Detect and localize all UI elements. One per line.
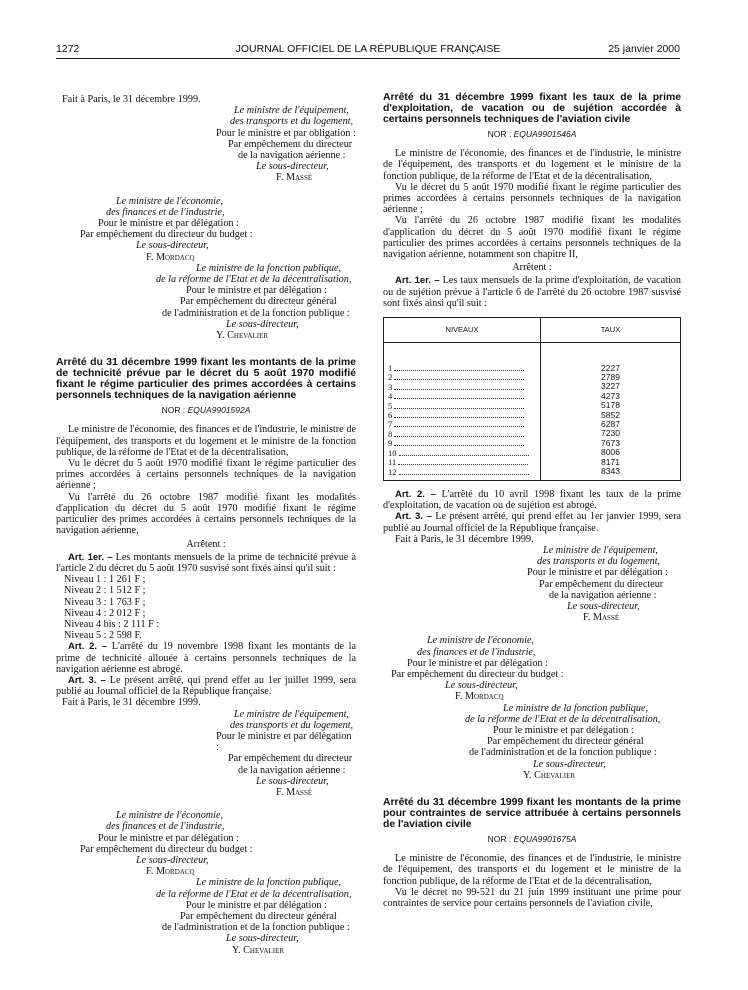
table-row <box>384 372 681 381</box>
signature-block <box>56 697 356 955</box>
signatory-line: Pour le ministre et par obligation : <box>216 127 356 139</box>
level-cell <box>384 467 541 481</box>
article-text: Le présent arrêté, qui prend effet au 1er janvier 1999, sera publié au Journal officiel de la République française. <box>383 511 681 534</box>
signatory-line: Pour le ministre et par délégation : <box>493 724 634 736</box>
level-cell <box>384 429 541 438</box>
level-cell <box>384 372 541 381</box>
column-header: TAUX <box>541 318 681 343</box>
signatory-line: de la réforme de l'Etat et de la décentralisation, <box>156 888 352 900</box>
signatory-line: Le ministre de l'économie, <box>427 635 535 647</box>
signatory-line: Le ministre de la fonction publique, <box>196 262 342 274</box>
level-cell <box>384 457 541 466</box>
dot-leader <box>394 391 524 399</box>
signature-block <box>56 94 356 341</box>
article-text: Le présent arrêté, qui prend effet au 1er juillet 1999, sera publié au Journal officiel de la République française. <box>56 674 356 698</box>
level-number: 11 <box>388 457 397 468</box>
done-at: Fait à Paris, le 31 décembre 1999. <box>62 697 201 709</box>
table-row <box>384 343 681 373</box>
signatory-name: F. Massé <box>583 612 620 624</box>
rate-cell: 3227 <box>541 382 681 391</box>
dot-leader <box>399 467 529 475</box>
signatory-line: Pour le ministre et par délégation : <box>216 730 352 754</box>
level-number: 2 <box>388 372 393 383</box>
signatory-line: Pour le ministre et par délégation : <box>527 567 668 579</box>
signatory-name: Y. Chevalier <box>523 769 576 781</box>
signatory-line: Le sous-directeur, <box>567 600 640 612</box>
right-column <box>383 92 681 909</box>
signatory-line: Le ministre de la fonction publique, <box>196 877 342 889</box>
left-column <box>56 94 356 956</box>
paragraph: Vu l'arrêté du 26 octobre 1987 modifié fixant les modalités d'application du décret du 5 août 1970 modifié fixant le régime particulier des primes accordées à certains personnels techniques de la navigation aérienne, <box>56 491 356 537</box>
signatory-line: des transports et du logement, <box>230 719 354 731</box>
dot-leader <box>399 448 529 456</box>
signatory-line: Pour le ministre et par délégation : <box>98 218 239 230</box>
paragraph: Le ministre de l'économie, des finances et de l'industrie, le ministre de l'équipement, des transports et du logement et le ministre de la fonction publique, de la réforme de l'Etat et de la décentralisation, <box>383 148 681 182</box>
level-item: Niveau 2 : 1 512 F ; <box>64 585 146 597</box>
table-row <box>384 438 681 447</box>
signatory-line: des transports et du logement, <box>537 556 661 568</box>
level-cell <box>384 448 541 457</box>
signatory-line: de la réforme de l'Etat et de la décentralisation, <box>156 274 352 286</box>
dot-leader <box>394 382 524 390</box>
signatory-line: Le sous-directeur, <box>533 758 606 770</box>
level-item: Niveau 5 : 2 598 F. <box>64 630 142 642</box>
signatory-line: des transports et du logement, <box>230 116 354 128</box>
paragraph: Vu le décret du 5 août 1970 modifié fixant le régime particulier des primes accordées à certains personnels techniques de la navigation aérienne ; <box>383 181 681 216</box>
paragraph: Vu l'arrêté du 26 octobre 1987 modifié fixant les modalités d'application du décret du 5 août 1970 modifié fixant le régime particulier des primes accordées à certains personnels techniques de la navigation aérienne, notamment son chapitre II, <box>383 215 681 261</box>
nor-reference <box>383 129 681 140</box>
signatory-line: de la navigation aérienne : <box>238 764 346 776</box>
level-number: 12 <box>388 466 397 477</box>
table-row <box>384 457 681 466</box>
level-cell <box>384 419 541 428</box>
signatory-name: F. Mordacq <box>146 251 195 263</box>
level-list <box>56 574 356 641</box>
level-number: 4 <box>388 391 393 402</box>
article-text: L'arrêté du 19 novembre 1998 fixant les montants de la prime de technicité allouée à certains personnels techniques de la navigation aérienne est abrogé. <box>56 641 357 675</box>
signatory-line: Le ministre de l'économie, <box>116 810 224 822</box>
signatory-line: des finances et de l'industrie, <box>106 821 225 833</box>
signatory-line: Le sous-directeur, <box>136 854 209 866</box>
nor-label: NOR : <box>487 129 512 139</box>
nor-reference <box>56 405 356 416</box>
level-number: 9 <box>388 438 393 449</box>
article-text: Les taux mensuels de la prime d'exploitation, de vacation ou de sujétion prévue à l'article 6 de l'arrêté du 26 octobre 1987 susvisé sont fixés ainsi qu'il suit : <box>383 275 681 309</box>
signatory-name: F. Massé <box>276 786 313 798</box>
rate-cell: 7230 <box>541 429 681 438</box>
dot-leader <box>394 372 524 380</box>
rate-cell: 2227 <box>541 343 681 373</box>
level-number: 6 <box>388 410 393 421</box>
column-header: NIVEAUX <box>384 318 541 343</box>
dot-leader <box>394 363 524 371</box>
signatory-line: de la réforme de l'Etat et de la décentralisation, <box>465 713 661 725</box>
level-cell <box>384 343 541 373</box>
signatory-line: Pour le ministre et par délégation : <box>98 832 239 844</box>
rates-table-body <box>384 343 681 481</box>
rate-cell: 8006 <box>541 448 681 457</box>
table-row <box>384 401 681 410</box>
level-cell <box>384 391 541 400</box>
dot-leader <box>394 438 524 446</box>
signatory-line: des finances et de l'industrie, <box>106 206 225 218</box>
signatory-line: Le sous-directeur, <box>445 680 518 692</box>
dot-leader <box>394 429 524 437</box>
article-label: Art. 1er. – <box>68 551 113 563</box>
dot-leader <box>394 419 524 427</box>
nor-label: NOR : <box>487 834 512 844</box>
level-cell <box>384 438 541 447</box>
dot-leader <box>394 410 524 418</box>
signatory-line: Par empêchement du directeur <box>228 753 353 765</box>
level-number: 7 <box>388 419 393 430</box>
article-label: Art. 2. – <box>395 488 436 500</box>
decree-title: Arrêté du 31 décembre 1999 fixant les montants de la prime pour contraintes de service attribuée à certains personnels de l'aviation civile <box>383 797 681 830</box>
signatory-line: de l'administration et de la fonction publique : <box>162 922 350 934</box>
signatory-line: Le sous-directeur, <box>256 161 329 173</box>
article-label: Art. 3. – <box>68 674 106 686</box>
signatory-name: F. Mordacq <box>455 691 504 703</box>
signatory-line: Pour le ministre et par délégation : <box>407 657 548 669</box>
nor-code: EQUA9901592A <box>187 405 251 416</box>
nor-reference <box>383 834 681 845</box>
article-label: Art. 2. – <box>68 641 108 653</box>
article-1 <box>383 275 681 309</box>
level-number: 3 <box>388 381 393 392</box>
signatory-line: Par empêchement du directeur général <box>180 296 337 308</box>
article-3 <box>56 675 356 697</box>
rate-cell: 4273 <box>541 391 681 400</box>
signatory-line: Le sous-directeur, <box>226 318 299 330</box>
rates-table <box>383 317 681 481</box>
level-item: Niveau 4 : 2 012 F ; <box>64 607 146 619</box>
table-row <box>384 391 681 400</box>
signatory-line: de l'administration et de la fonction publique : <box>162 307 350 319</box>
dot-leader <box>398 457 528 465</box>
signatory-name: Y. Chevalier <box>216 330 269 342</box>
article-label: Art. 3. – <box>395 511 432 523</box>
signature-block <box>383 534 681 781</box>
page-number: 1272 <box>56 43 80 55</box>
rate-cell: 8343 <box>541 467 681 481</box>
arretent: Arrêtent : <box>512 262 552 274</box>
signatory-name: F. Mordacq <box>146 866 195 878</box>
article-1 <box>56 552 356 574</box>
article-text: Les montants mensuels de la prime de technicité prévue à l'article 2 du décret du 5 août 1970 susvisé sont fixés ainsi qu'il suit : <box>56 551 356 574</box>
rate-cell: 8171 <box>541 457 681 466</box>
signatory-line: Pour le ministre et par délégation : <box>186 899 327 911</box>
table-row <box>384 467 681 481</box>
nor-label: NOR : <box>161 405 186 416</box>
signatory-line: Pour le ministre et par délégation : <box>186 285 327 297</box>
signatory-line: Par empêchement du directeur <box>539 578 664 590</box>
article-3 <box>383 511 681 533</box>
header-rule <box>56 58 680 59</box>
paragraph: Vu le décret du 5 août 1970 modifié fixant le régime particulier des primes accordées à certains personnels techniques de la navigation aérienne ; <box>56 458 356 492</box>
table-row <box>384 419 681 428</box>
level-number: 10 <box>388 447 397 458</box>
signatory-line: Par empêchement du directeur <box>228 138 353 150</box>
signatory-line: de l'administration et de la fonction publique : <box>469 747 657 759</box>
signatory-line: Le sous-directeur, <box>226 933 299 945</box>
decree-title: Arrêté du 31 décembre 1999 fixant les montants de la prime de technicité prévue par le décret du 5 août 1970 modifié fixant le régime particulier des primes accordées à certains personnels techniques de la navigation aérienne <box>56 357 356 402</box>
article-2 <box>383 489 681 511</box>
paragraph: Le ministre de l'économie, des finances et de l'industrie, le ministre de l'équipement, des transports et du logement et le ministre de la fonction publique, de la réforme de l'Etat et de la décentralisation, <box>383 853 681 887</box>
level-number: 1 <box>388 363 393 374</box>
level-cell <box>384 410 541 419</box>
signatory-line: Le ministre de l'économie, <box>116 195 224 207</box>
done-at: Fait à Paris, le 31 décembre 1999. <box>395 533 534 545</box>
journal-title: JOURNAL OFFICIEL DE LA RÉPUBLIQUE FRANÇAISE <box>235 43 501 55</box>
level-number: 5 <box>388 400 393 411</box>
signatory-line: Par empêchement du directeur général <box>487 736 644 748</box>
rate-cell: 5178 <box>541 401 681 410</box>
signatory-line: de la navigation aérienne : <box>238 150 346 162</box>
level-cell <box>384 401 541 410</box>
rate-cell: 7673 <box>541 438 681 447</box>
signatory-line: des finances et de l'industrie, <box>417 646 536 658</box>
signatory-line: Le ministre de l'équipement, <box>234 708 349 720</box>
nor-code: EQUA9901546A <box>513 129 577 139</box>
signatory-line: Le sous-directeur, <box>256 775 329 787</box>
nor-code: EQUA9901675A <box>513 834 577 844</box>
done-at: Fait à Paris, le 31 décembre 1999. <box>62 94 201 105</box>
paragraph: Vu le décret no 99-521 du 21 juin 1999 instituant une prime pour contraintes de service pour certains personnels de l'aviation civile, <box>383 886 681 910</box>
signatory-line: Par empêchement du directeur du budget : <box>80 843 253 855</box>
signatory-line: Le ministre de la fonction publique, <box>503 702 649 714</box>
table-header-row <box>384 318 681 343</box>
level-number: 8 <box>388 428 393 439</box>
arretent: Arrêtent : <box>186 538 226 550</box>
article-text: L'arrêté du 10 avril 1998 fixant les taux de la prime d'exploitation, de vacation ou de sujétion est abrogé. <box>383 488 681 512</box>
signatory-line: Par empêchement du directeur du budget : <box>391 668 564 680</box>
signatory-line: Le sous-directeur, <box>136 240 209 252</box>
signatory-line: Le ministre de l'équipement, <box>543 544 658 556</box>
decree-title: Arrêté du 31 décembre 1999 fixant les taux de la prime d'exploitation, de vacation ou de sujétion accordée à certains personnels techniques de l'aviation civile <box>383 92 681 125</box>
table-row <box>384 448 681 457</box>
table-row <box>384 429 681 438</box>
level-item: Niveau 3 : 1 763 F ; <box>64 596 146 608</box>
paragraph: Le ministre de l'économie, des finances et de l'industrie, le ministre de l'équipement, des transports et du logement et le ministre de la fonction publique, de la réforme de l'Etat et de la décentralisation, <box>56 424 356 458</box>
signatory-line: Par empêchement du directeur du budget : <box>80 229 253 241</box>
article-2 <box>56 641 356 675</box>
level-item: Niveau 1 : 1 261 F ; <box>64 574 146 586</box>
level-cell <box>384 382 541 391</box>
table-row <box>384 382 681 391</box>
issue-date: 25 janvier 2000 <box>608 43 680 55</box>
signatory-line: de la navigation aérienne : <box>549 589 657 601</box>
table-row <box>384 410 681 419</box>
rate-cell: 5852 <box>541 410 681 419</box>
dot-leader <box>394 401 524 409</box>
rate-cell: 6287 <box>541 419 681 428</box>
level-item: Niveau 4 bis : 2 111 F : <box>64 618 160 630</box>
article-label: Art. 1er. – <box>395 275 440 287</box>
signatory-name: Y. Chevalier <box>232 944 285 956</box>
rate-cell: 2789 <box>541 372 681 381</box>
signatory-name: F. Massé <box>276 172 313 184</box>
signatory-line: Par empêchement du directeur général <box>180 911 337 922</box>
signatory-line: Le ministre de l'équipement, <box>234 105 349 117</box>
